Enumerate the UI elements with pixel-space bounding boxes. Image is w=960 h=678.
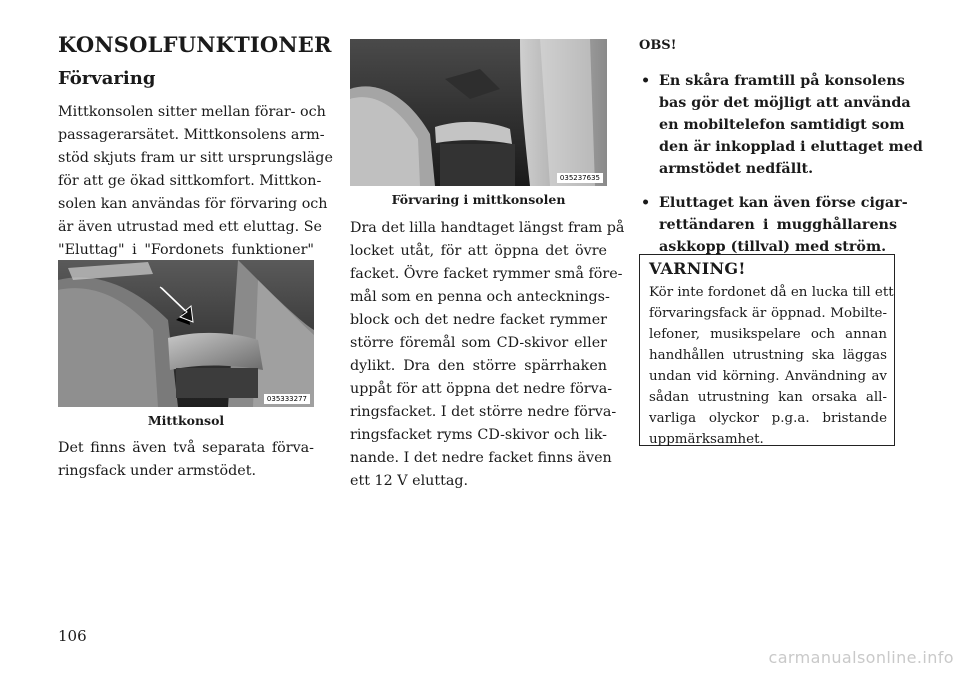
compartment-paragraph <box>350 217 625 493</box>
warning-title: VARNING! <box>649 259 746 278</box>
page-number: 106 <box>58 627 87 645</box>
note-list <box>639 70 923 270</box>
subsection-title: Förvaring <box>58 68 156 89</box>
text-line: är även utrustad med ett eluttag. Se <box>58 219 322 235</box>
text-line: handhållen utrustning ska läggas <box>649 348 887 363</box>
text-line: lefoner, musikspelare och annan <box>649 327 887 342</box>
text-line: en mobiltelefon samtidigt som <box>659 117 905 133</box>
text-line: solen kan användas för förvaring och <box>58 196 328 212</box>
bullet-icon: • <box>641 73 651 89</box>
text-line: varliga olyckor p.g.a. bristande <box>649 411 887 426</box>
text-line: större föremål som CD-skivor eller <box>350 335 607 351</box>
text-line: dylikt. Dra den större spärrhaken <box>350 358 607 374</box>
text-line: den är inkopplad i eluttaget med <box>659 139 923 155</box>
console-photo <box>58 260 314 407</box>
note-label: OBS! <box>639 38 677 53</box>
text-line: locket utåt, för att öppna det övre <box>350 243 607 259</box>
text-line: ett 12 V eluttag. <box>350 473 469 489</box>
text-line: mål som en penna och antecknings- <box>350 289 610 305</box>
text-line: "Eluttag" i "Fordonets funktioner" <box>58 242 314 258</box>
text-line: Kör inte fordonet då en lucka till ett <box>649 285 894 300</box>
text-line: passagerarsätet. Mittkonsolens arm- <box>58 127 325 143</box>
text-line: armstödet nedfällt. <box>659 161 814 177</box>
text-line: nande. I det nedre facket finns även <box>350 450 612 466</box>
text-line: askkopp (tillval) med ström. <box>659 239 887 255</box>
list-item <box>639 192 908 258</box>
figure-caption: Förvaring i mittkonsolen <box>391 192 566 207</box>
text-line: ringsfacket ryms CD-skivor och lik- <box>350 427 607 443</box>
text-line: förvaringsfack är öppnad. Mobilte- <box>649 306 887 321</box>
figure-caption: Mittkonsol <box>147 413 225 428</box>
storage-illustration <box>350 39 607 186</box>
text-line: stöd skjuts fram ur sitt ursprungsläge <box>58 150 333 166</box>
text-line: Det finns även två separata förva- <box>58 440 314 456</box>
text-line: uppmärksamhet. <box>649 432 764 447</box>
text-line: facket. Övre facket rymmer små före- <box>350 266 623 282</box>
text-line: bas gör det möjligt att använda <box>659 95 911 111</box>
text-line: Eluttaget kan även förse cigar- <box>659 195 908 211</box>
text-line: rettändaren i mugghållarens <box>659 217 897 233</box>
text-line: Dra det lilla handtaget längst fram på <box>350 220 625 236</box>
section-title: KONSOLFUNKTIONER <box>58 32 332 57</box>
intro-paragraph <box>58 101 333 285</box>
console-illustration <box>58 260 314 407</box>
text-line: block och det nedre facket rymmer <box>350 312 607 328</box>
console-storage-photo <box>350 39 607 186</box>
storage-paragraph <box>58 437 314 483</box>
list-item <box>639 70 923 180</box>
text-line: Mittkonsolen sitter mellan förar- och <box>58 104 326 120</box>
text-line: ringsfack under armstödet. <box>58 463 257 479</box>
text-line: sådan utrustning kan orsaka all- <box>649 390 887 405</box>
warning-text <box>649 282 894 450</box>
figure-code: 035237635 <box>557 173 603 183</box>
figure-code: 035333277 <box>264 394 310 404</box>
text-line: för att ge ökad sittkomfort. Mittkon- <box>58 173 322 189</box>
warning-box <box>639 254 895 446</box>
text-line: uppåt för att öppna det nedre förva- <box>350 381 613 397</box>
bullet-icon: • <box>641 195 651 211</box>
watermark: carmanualsonline.info <box>768 648 954 667</box>
text-line: undan vid körning. Användning av <box>649 369 887 384</box>
text-line: ringsfacket. I det större nedre förva- <box>350 404 617 420</box>
text-line: En skåra framtill på konsolens <box>659 73 905 89</box>
